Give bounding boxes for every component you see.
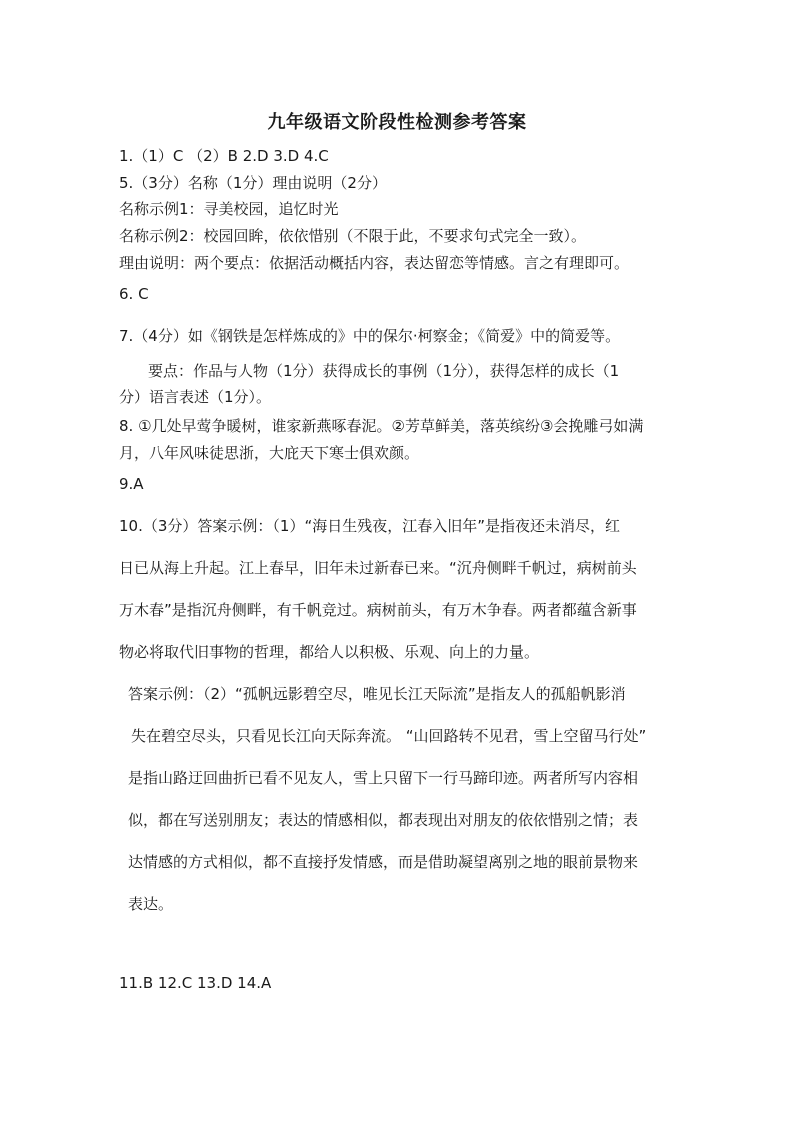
answer-10-line-1: 10.（3分）答案示例：（1）“海日生残夜，江春入旧年”是指夜还未消尽，红 (119, 517, 620, 535)
answer-6: 6. C (119, 285, 149, 303)
answer-10-example-2-line-5: 达情感的方式相似，都不直接抒发情感，而是借助凝望离别之地的眼前景物来 (128, 853, 639, 871)
answer-10-example-2-line-2: 失在碧空尽头，只看见长江向天际奔流。 “山回路转不见君，雪上空留马行处” (131, 727, 647, 745)
answer-5-reason: 理由说明：两个要点：依据活动概括内容，表达留恋等情感。言之有理即可。 (119, 254, 630, 272)
answer-10-example-2-line-4: 似，都在写送别朋友；表达的情感相似，都表现出对朋友的依依惜别之情；表 (128, 811, 639, 829)
answer-10-line-2: 日已从海上升起。江上春早，旧年未过新春已来。“沉舟侧畔千帆过，病树前头 (119, 559, 637, 577)
answer-9: 9.A (119, 475, 144, 493)
answer-10-example-2-line-6: 表达。 (128, 895, 174, 913)
answer-7: 7.（4分）如《钢铁是怎样炼成的》中的保尔·柯察金；《简爱》中的简爱等。 (119, 327, 621, 345)
answer-10-line-4: 物必将取代旧事物的哲理，都给人以积极、乐观、向上的力量。 (119, 643, 540, 661)
answer-7-points: 要点：作品与人物（1分）获得成长的事例（1分），获得怎样的成长（1 (148, 362, 620, 380)
answer-7-points-cont: 分）语言表述（1分）。 (119, 388, 272, 406)
answer-1-4: 1.（1）C （2）B 2.D 3.D 4.C (119, 147, 329, 165)
page-title: 九年级语文阶段性检测参考答案 (267, 112, 527, 133)
answer-8-cont: 月，八年风味徒思浙，大庇天下寒士俱欢颜。 (119, 444, 420, 462)
answer-11-14: 11.B 12.C 13.D 14.A (119, 974, 272, 992)
answer-10-example-2-line-1: 答案示例：（2）“孤帆远影碧空尽，唯见长江天际流”是指友人的孤船帆影消 (128, 685, 626, 703)
answer-5-header: 5.（3分）名称（1分）理由说明（2分） (119, 174, 387, 192)
answer-10-example-2-line-3: 是指山路迂回曲折已看不见友人，雪上只留下一行马蹄印迹。两者所写内容相 (128, 769, 639, 787)
answer-8: 8. ①几处早莺争暖树，谁家新燕啄春泥。②芳草鲜美，落英缤纷③会挽雕弓如满 (119, 417, 644, 435)
answer-5-example-2: 名称示例2：校园回眸，依依惜别（不限于此，不要求句式完全一致）。 (119, 227, 587, 245)
answer-10-line-3: 万木春”是指沉舟侧畔，有千帆竞过。病树前头，有万木争春。两者都蕴含新事 (119, 601, 637, 619)
answer-5-example-1: 名称示例1：寻美校园，追忆时光 (119, 200, 339, 218)
